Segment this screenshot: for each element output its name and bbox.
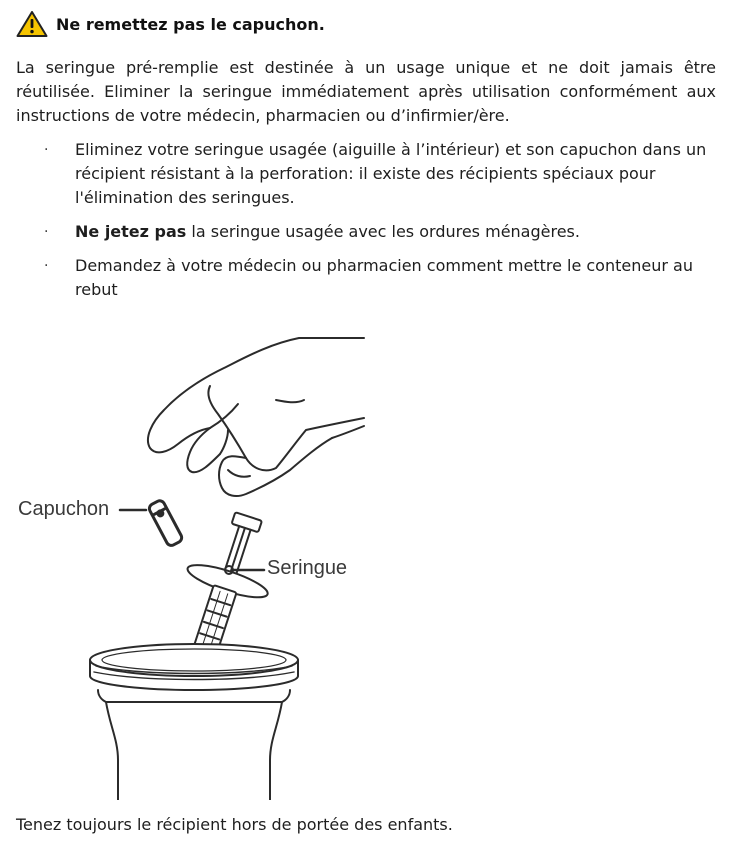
warning-heading [16,7,325,41]
bullet-bold-text: Ne jetez pas [75,222,187,241]
syringe-drawing [165,504,289,665]
disposal-illustration [14,330,374,800]
disposal-list [0,138,743,312]
label-cap: Capuchon [18,498,110,520]
intro-paragraph: La seringue pré-remplie est destinée à un usage unique et ne doit jamais être réutilisée. Eliminer la seringue immédiatement après utilisation conformément aux instructions de votre médecin, pharmacien ou d’infirmier/ère. [16,58,716,125]
label-syringe: Seringue [267,557,348,579]
bullet-text: la seringue usagée avec les ordures ménagères. [186,222,580,241]
bullet-text: Eliminez votre seringue usagée (aiguille à l’intérieur) et son capuchon dans un récipient résistant à la perforation: il existe des récipients spéciaux pour l'élimination des seringues. [75,140,707,207]
bullet-marker: · [44,258,49,274]
warning-triangle-icon [16,10,48,38]
bullet-marker: · [44,224,49,240]
list-item [0,254,707,302]
list-item [0,220,707,244]
hand-drawing [148,338,364,496]
list-item [0,138,707,210]
container-drawing [90,644,298,800]
heading-text: Ne remettez pas le capuchon. [56,14,325,34]
bullet-marker: · [44,142,49,158]
cap-drawing [148,499,184,547]
footer-text: Tenez toujours le récipient hors de portée des enfants. [16,815,453,834]
bullet-text: Demandez à votre médecin ou pharmacien comment mettre le conteneur au rebut [75,256,693,299]
